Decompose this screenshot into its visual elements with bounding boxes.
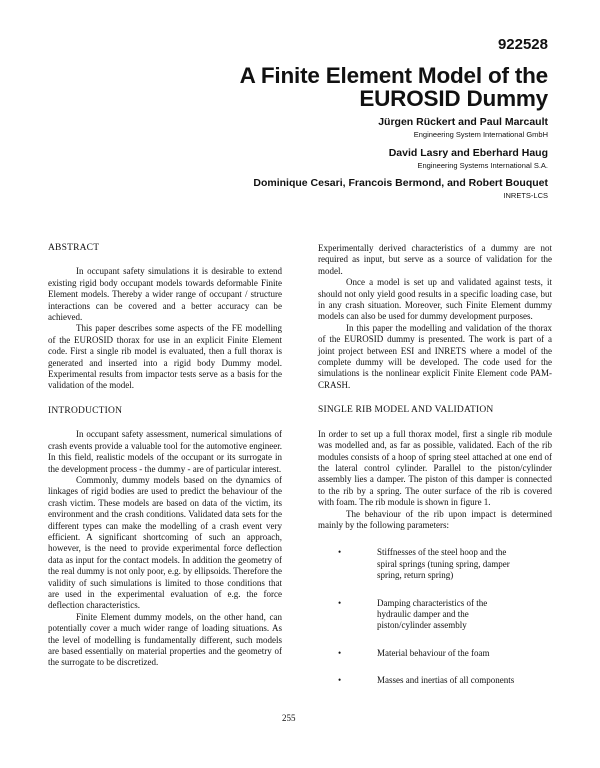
- list-item: [338, 675, 517, 686]
- author-affiliation: Engineering System International GmbH: [413, 130, 548, 139]
- introduction-paragraph: In this paper the modelling and validation of the thorax of the EUROSID dummy is presented. The work is part of a joint project between ESI and INRETS where a model of the complete dummy will be developed. The code used for the simulations is the nonlinear explicit Finite Element code PAM-CRASH.: [318, 322, 552, 390]
- author-names: David Lasry and Eberhard Haug: [388, 147, 548, 159]
- single-rib-paragraph: The behaviour of the rib upon impact is determined mainly by the following parameters:: [318, 508, 552, 530]
- title-line: EUROSID Dummy: [359, 86, 548, 111]
- introduction-paragraph: Experimentally derived characteristics of a dummy are not required as input, but serve as a source of validation for the model.: [318, 243, 552, 276]
- abstract-heading: ABSTRACT: [48, 243, 100, 253]
- introduction-paragraph: Commonly, dummy models based on the dynamics of linkages of rigid bodies are used to predict the behaviour of the crash victim. These models are based on data of the victim, its environment and the crash conditions. Validated data sets for the different types can make the modelling of a crash event very efficient. A significant shortcoming of such an approach, however, is the need to provide experimental force deflection data as input for the contact models. In addition the geometry of the real dummy is not only poor, e.g. by ellipsoids. Therefore the validity of such simulations is limited to those conditions that are used in the experimental evaluation of e.g. the force deflection characteristics.: [48, 474, 282, 611]
- author-group: [389, 147, 548, 170]
- list-item: [338, 598, 517, 632]
- parameter-list: [318, 547, 552, 686]
- list-item-text: Stiffnesses of the steel hoop and the spiral springs (tuning spring, damper spring, return spring): [377, 547, 510, 581]
- introduction-heading: INTRODUCTION: [48, 405, 123, 416]
- abstract-paragraph: This paper describes some aspects of the FE modelling of the EUROSID thorax for use in an explicit Finite Element code. First a single rib model is evaluated, then a full thorax is generated and inserted into a rigid body Dummy model. Experimental results from impactor tests serve as a basis for the validation of the model.: [48, 323, 282, 391]
- paper-number: 922528: [497, 36, 548, 53]
- title-line: A Finite Element Model of the: [239, 63, 548, 88]
- list-item-text: Material behaviour of the foam: [377, 647, 490, 658]
- list-item-text: Damping characteristics of the hydraulic damper and the piston/cylinder assembly: [377, 597, 488, 631]
- page-number: 255: [282, 713, 296, 723]
- list-item-text: Masses and inertias of all components: [377, 675, 515, 686]
- author-group: [378, 116, 548, 139]
- single-rib-heading: SINGLE RIB MODEL AND VALIDATION: [318, 405, 494, 416]
- bullet-icon: •: [338, 675, 342, 686]
- bullet-icon: •: [338, 547, 342, 558]
- author-affiliation: INRETS-LCS: [503, 191, 548, 200]
- left-column: [48, 243, 282, 669]
- single-rib-paragraph: In order to set up a full thorax model, first a single rib module was modelled and, as far as possible, validated. Each of the rib modules consists of a hoop of spring steel attached at one end of the lateral control cylinder. Parallel to the piston/cylinder assembly lies a damper. The piston of this damper is connected to the rib by a spring. The outer surface of the rib is covered with foam. The rib module is shown in figure 1.: [318, 428, 552, 508]
- right-column: [318, 243, 552, 703]
- list-item: [338, 648, 567, 659]
- author-names: Dominique Cesari, Francois Bermond, and Robert Bouquet: [253, 177, 548, 189]
- introduction-paragraph: In occupant safety assessment, numerical simulations of crash events provide a valuable tool for the automotive engineer. In this field, realistic models of the occupant or its surrogate in the development process - the dummy - are of particular interest.: [48, 429, 282, 474]
- introduction-paragraph: Finite Element dummy models, on the other hand, can potentially cover a much wider range of loading situations. As the level of modelling is fundamentally different, such models are based essentially on material properties and the geometry of the surrogate to be discretized.: [48, 611, 282, 668]
- list-item: [338, 547, 517, 581]
- author-group: [253, 177, 548, 200]
- bullet-icon: •: [338, 647, 342, 658]
- paper-title: [240, 64, 548, 110]
- bullet-icon: •: [338, 597, 342, 608]
- introduction-paragraph: Once a model is set up and validated against tests, it should not only yield good results in a specific loading case, but in any crash situation. Moreover, such Finite Element dummy models can also be used for dummy development purposes.: [318, 277, 552, 322]
- abstract-paragraph: In occupant safety simulations it is desirable to extend existing rigid body occupant models towards deformable Finite Element models. Thereby a wider range of occupant / structure interactions can be covered and a better accuracy can be achieved.: [48, 266, 282, 323]
- author-names: Jürgen Rückert and Paul Marcault: [378, 116, 548, 128]
- author-affiliation: Engineering Systems International S.A.: [417, 161, 548, 170]
